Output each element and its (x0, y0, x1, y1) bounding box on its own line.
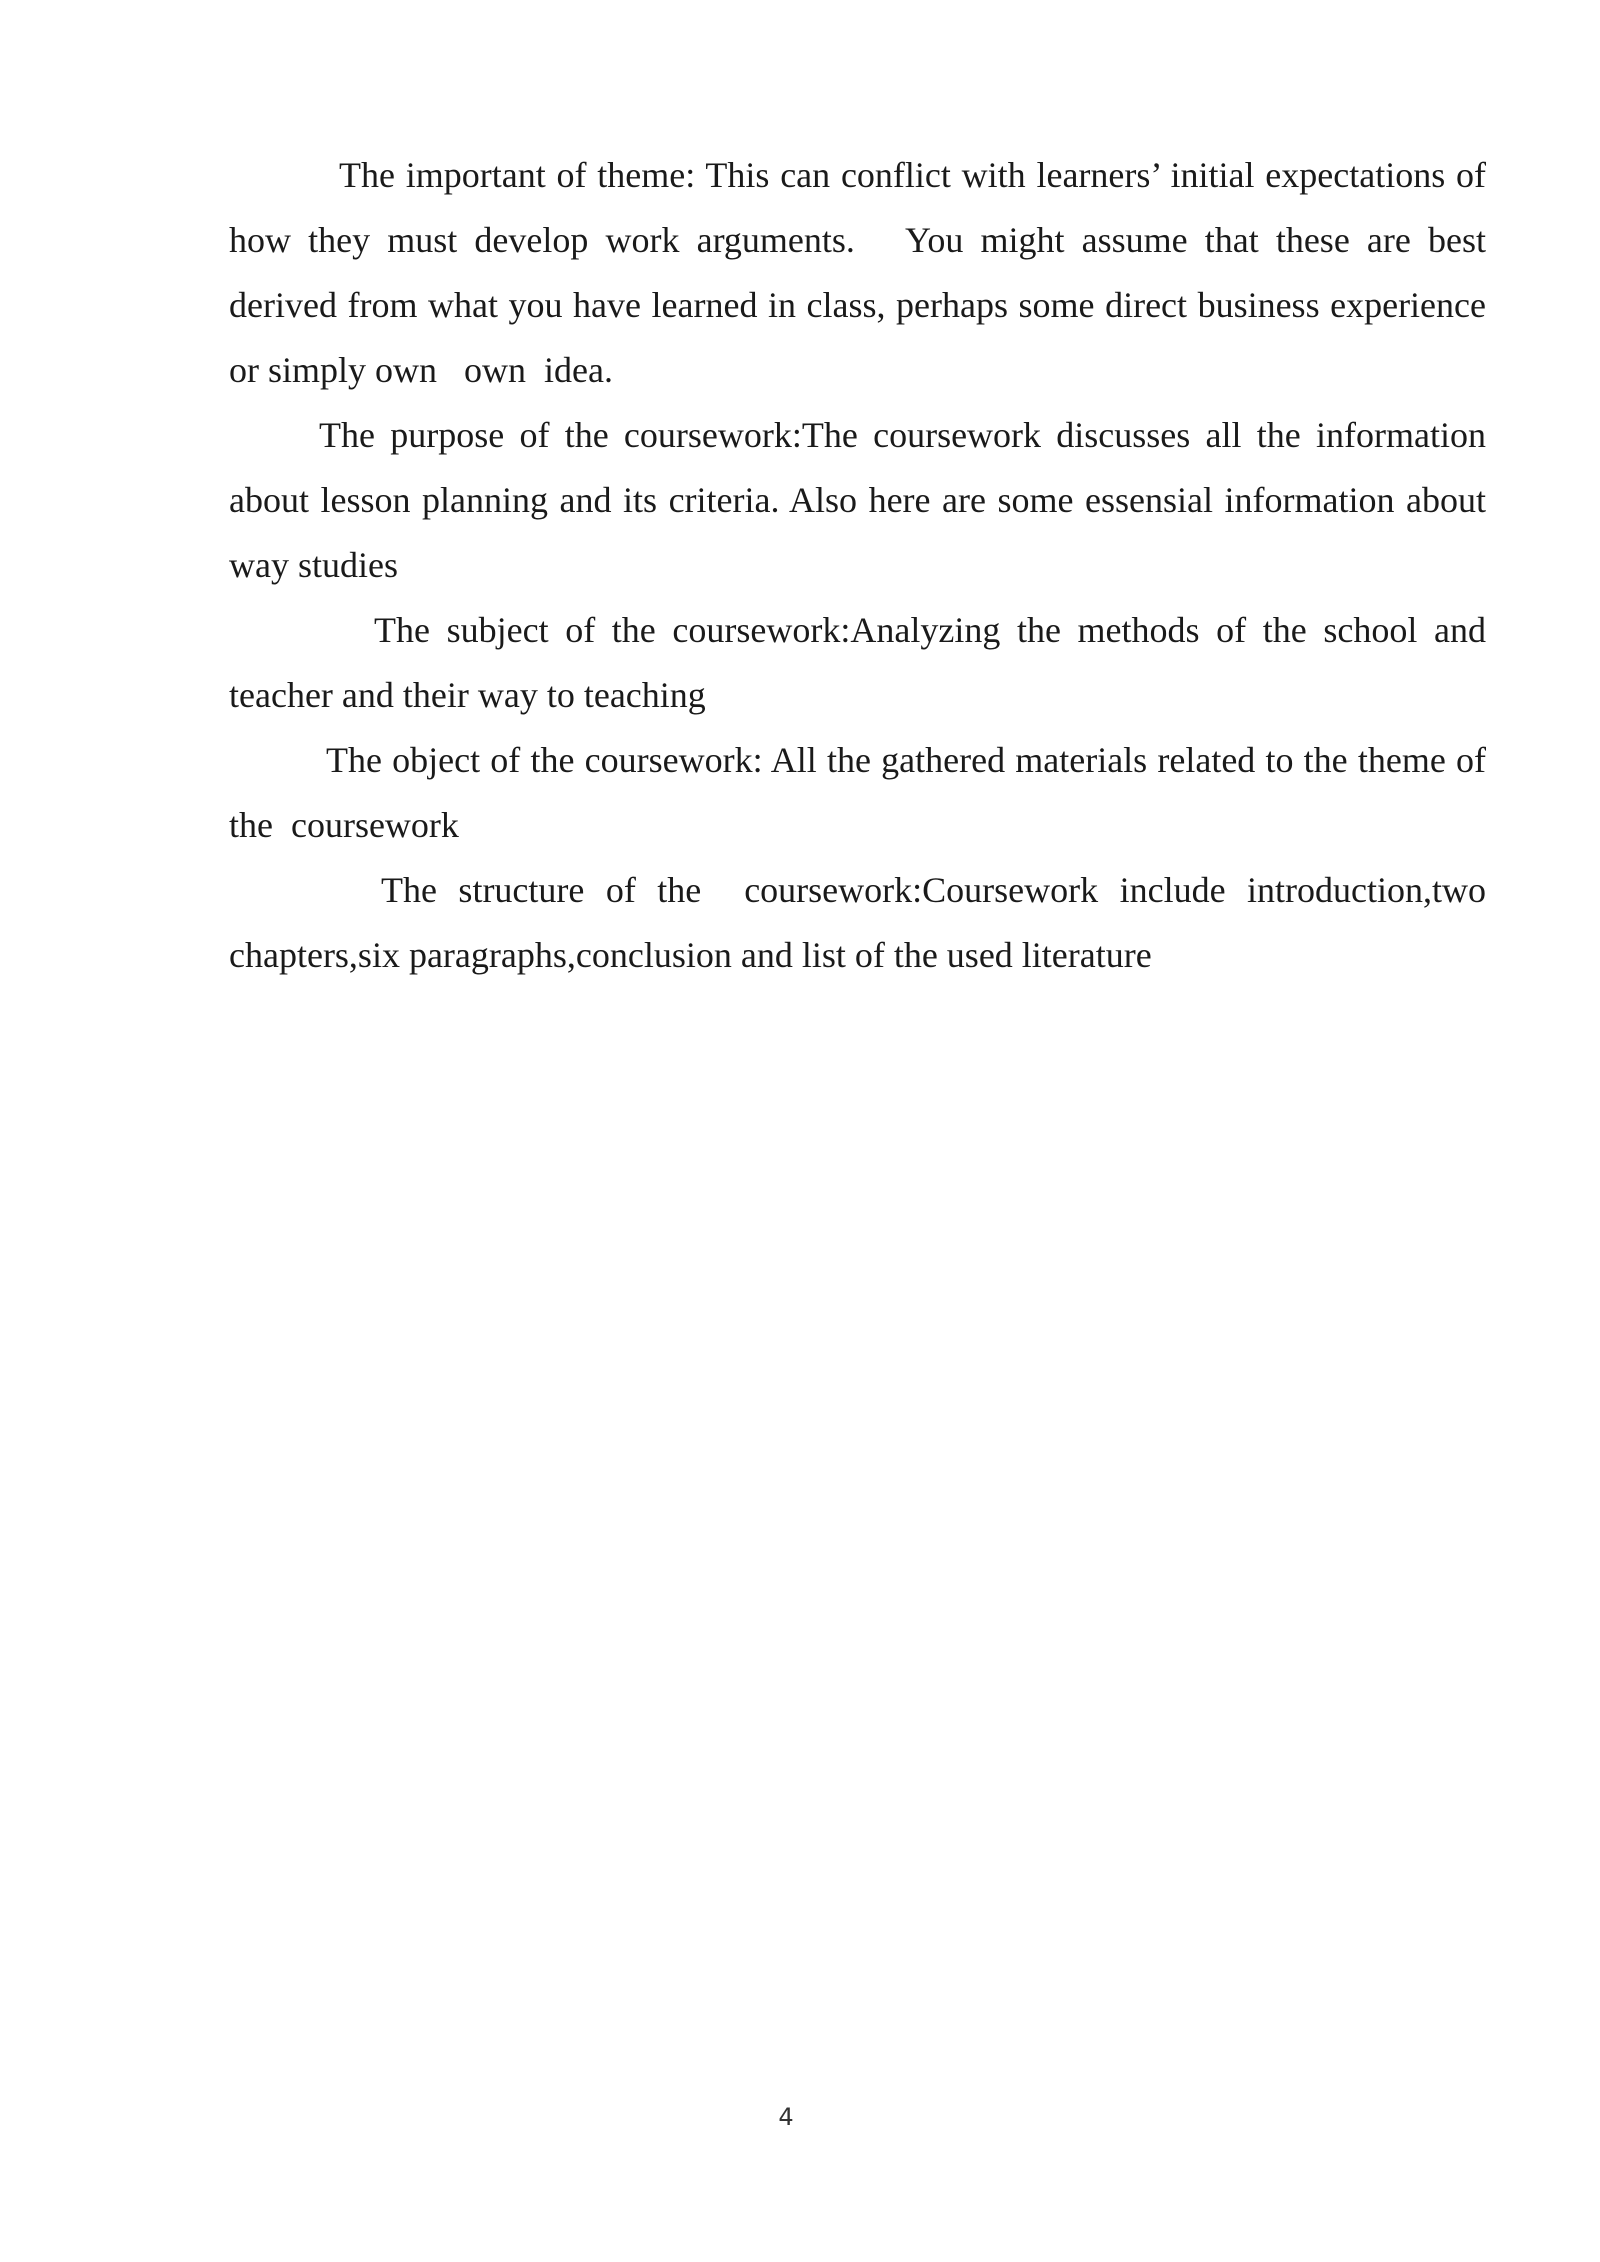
paragraph-purpose: The purpose of the coursework:The coursework discusses all the information about lesson planning and its criteria. Also here are some essensial information about way studies (229, 415, 1495, 585)
paragraph-object: The object of the coursework: All the gathered materials related to the theme of the coursework (229, 740, 1495, 845)
paragraph-importance-of-theme: The important of theme: This can conflict with learners’ initial expectations of how they must develop work arguments. You might assume that these are best derived from what you have learned in class, perhaps some direct business experience or simply own own idea. (229, 155, 1495, 390)
paragraph-subject: The subject of the coursework:Analyzing the methods of the school and teacher and their way to teaching (229, 610, 1495, 715)
paragraph-structure: The structure of the coursework:Coursework include introduction,two chapters,six paragraphs,conclusion and list of the used literature (229, 870, 1495, 975)
page-content (229, 143, 1495, 988)
page-number: 4 (778, 2103, 794, 2131)
